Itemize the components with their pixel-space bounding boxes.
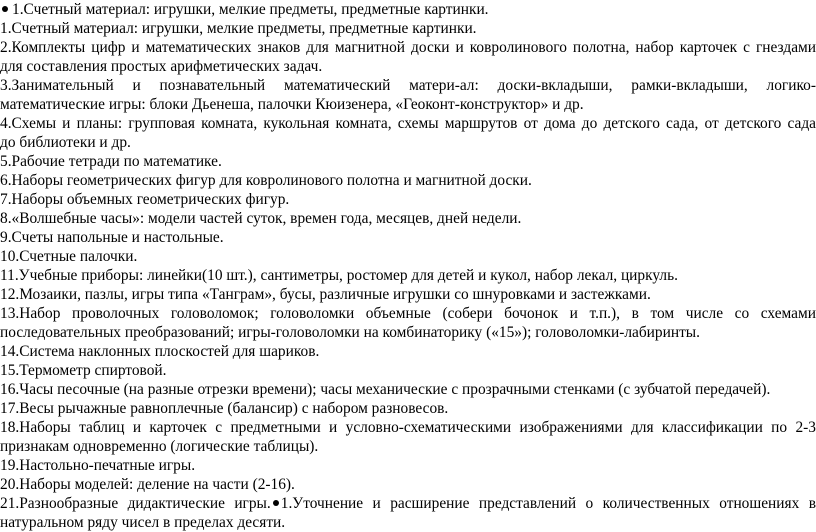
line-text: 7.Наборы объемных геометрических фигур. xyxy=(0,191,290,208)
line-text: натуральном ряду чисел в пределах десяти. xyxy=(0,514,286,531)
line-text: 1.Счетный материал: игрушки, мелкие предметы, предметные картинки. xyxy=(0,20,477,37)
line-text: 10.Счетные палочки. xyxy=(0,248,138,265)
text-line-7 xyxy=(0,114,816,133)
text-line-5 xyxy=(0,76,816,95)
line-text: 4.Схемы и планы: групповая комната, кукольная комната, схемы маршрутов от дома до детского сада, от детского сада xyxy=(0,115,816,132)
text-line-21 xyxy=(0,380,816,399)
line-text: 12.Мозаики, пазлы, игры типа «Танграм», бусы, различные игрушки со шнуровками и застежками. xyxy=(0,286,651,303)
line-text: 20.Наборы моделей: деление на части (2-16). xyxy=(0,476,295,493)
line-text: признакам одновременно (логические таблицы). xyxy=(0,438,319,455)
text-line-16 xyxy=(0,285,816,304)
text-line-4 xyxy=(0,57,816,76)
text-line-14 xyxy=(0,247,816,266)
line-text: последовательных преобразований; игры-головоломки на комбинаторику («15»); головоломки-лабиринты. xyxy=(0,324,700,341)
line-text: 16.Часы песочные (на разные отрезки времени); часы механические с прозрачными стенками (с зубчатой передачей). xyxy=(0,381,771,398)
text-line-19 xyxy=(0,342,816,361)
line-text: 6.Наборы геометрических фигур для ковролинового полотна и магнитной доски. xyxy=(0,172,532,189)
text-line-24 xyxy=(0,437,816,456)
text-line-11 xyxy=(0,190,816,209)
line-text: 9.Счеты напольные и настольные. xyxy=(0,229,224,246)
bullet-icon xyxy=(273,500,279,506)
line-text: 13.Набор проволочных головоломок; головоломки объемные (собери бочонок и т.п.), в том числе со схемами xyxy=(0,305,816,322)
text-line-10 xyxy=(0,171,816,190)
text-line-1 xyxy=(0,0,816,19)
line-text: 14.Система наклонных плоскостей для шариков. xyxy=(0,343,320,360)
line-text: до библиотеки и др. xyxy=(0,134,131,151)
text-line-9 xyxy=(0,152,816,171)
line-text: для составления простых арифметических задач. xyxy=(0,58,323,75)
text-line-27 xyxy=(0,494,816,513)
line-text: 15.Термометр спиртовой. xyxy=(0,362,167,379)
text-line-18 xyxy=(0,323,816,342)
line-text: 21.Разнообразные дидактические игры. xyxy=(0,495,271,512)
text-line-13 xyxy=(0,228,816,247)
text-line-22 xyxy=(0,399,816,418)
text-line-2 xyxy=(0,19,816,38)
line-text: 3.Занимательный и познавательный математический матери-ал: доски-вкладыши, рамки-вкладыши, логико- xyxy=(0,77,816,94)
line-text: 19.Настольно-печатные игры. xyxy=(0,457,196,474)
line-text-tail: 1.Уточнение и расширение представлений о количественных отношениях в xyxy=(280,495,816,512)
text-line-26 xyxy=(0,475,816,494)
line-text: математические игры: блоки Дьенеша, палочки Кюизенера, «Геоконт-конструктор» и др. xyxy=(0,96,584,113)
line-text: 11.Учебные приборы: линейки(10 шт.), сантиметры, ростомер для детей и кукол, набор лекал, циркуль. xyxy=(0,267,678,284)
text-line-12 xyxy=(0,209,816,228)
text-line-8 xyxy=(0,133,816,152)
line-text: 5.Рабочие тетради по математике. xyxy=(0,153,222,170)
text-line-25 xyxy=(0,456,816,475)
text-line-15 xyxy=(0,266,816,285)
line-text: 2.Комплекты цифр и математических знаков для магнитной доски и ковролинового полотна, набор карточек с гнездами xyxy=(0,39,816,56)
text-line-17 xyxy=(0,304,816,323)
text-line-23 xyxy=(0,418,816,437)
line-text: 17.Весы рычажные равноплечные (балансир) с набором разновесов. xyxy=(0,400,449,417)
text-line-28 xyxy=(0,513,816,532)
text-line-3 xyxy=(0,38,816,57)
line-text: 8.«Волшебные часы»: модели частей суток, времен года, месяцев, дней недели. xyxy=(0,210,522,227)
bullet-icon xyxy=(0,0,12,19)
text-line-20 xyxy=(0,361,816,380)
line-text: 1.Счетный материал: игрушки, мелкие предметы, предметные картинки. xyxy=(12,1,489,18)
text-line-6 xyxy=(0,95,816,114)
line-text: 18.Наборы таблиц и карточек с предметными и условно-схематическими изображениями для классификации по 2-3 xyxy=(0,419,816,436)
